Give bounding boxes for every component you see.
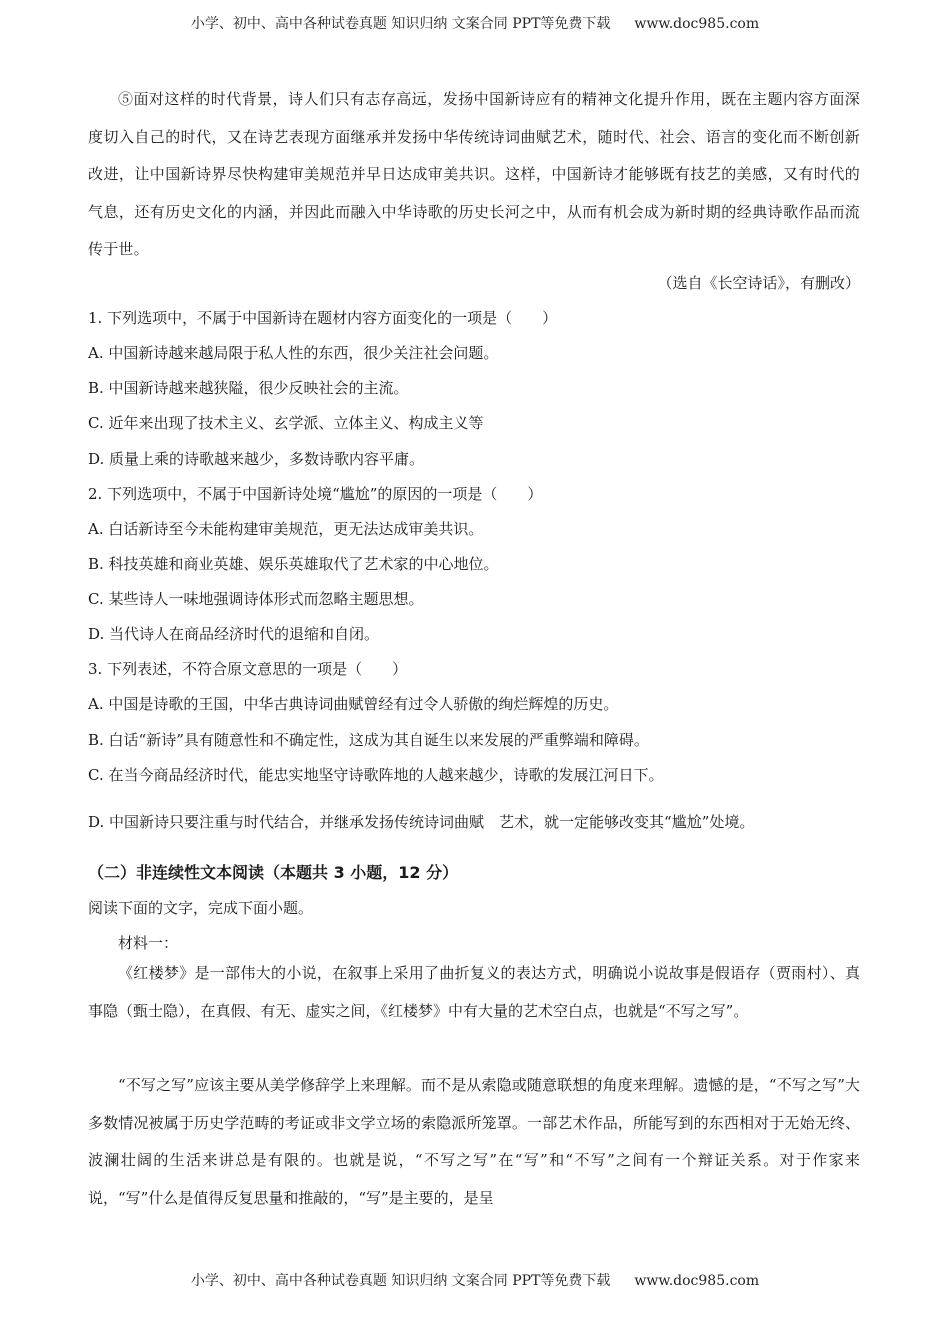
question-1-option-c: C. 近年来出现了技术主义、玄学派、立体主义、构成主义等 (88, 414, 484, 432)
header-url[interactable]: www.doc985.com (634, 16, 760, 32)
question-2-stem: 2. 下列选项中，不属于中国新诗处境“尴尬”的原因的一项是（ ） (88, 485, 543, 503)
question-1-option-a: A. 中国新诗越来越局限于私人性的东西，很少关注社会问题。 (88, 344, 499, 362)
question-2-option-c: C. 某些诗人一味地强调诗体形式而忽略主题思想。 (88, 590, 424, 608)
question-2-option-a: A. 白话新诗至今未能构建审美规范，更无法达成审美共识。 (88, 520, 484, 538)
page-header (0, 13, 950, 33)
question-1-option-d: D. 质量上乘的诗歌越来越少，多数诗歌内容平庸。 (88, 450, 425, 468)
question-3-option-d: D. 中国新诗只要注重与时代结合，并继承发扬传统诗词曲赋 艺术，就一定能够改变其“尴尬”处境。 (88, 813, 755, 831)
question-3-option-b: B. 白话“新诗”具有随意性和不确定性，这成为其自诞生以来发展的严重弊端和障碍。 (88, 731, 649, 749)
material-1-label: 材料一： (118, 934, 179, 952)
question-3-option-c: C. 在当今商品经济时代，能忠实地坚守诗歌阵地的人越来越少，诗歌的发展江河日下。 (88, 766, 664, 784)
question-3-option-a: A. 中国是诗歌的王国，中华古典诗词曲赋曾经有过令人骄傲的绚烂辉煌的历史。 (88, 695, 619, 713)
material-1-paragraph-1: 《红楼梦》是一部伟大的小说，在叙事上采用了曲折复义的表达方式，明确说小说故事是假语存（贾雨村）、真事隐（甄士隐），在真假、有无、虚实之间，《红楼梦》中有大量的艺术空白点，也就是“不写之写”。 (88, 964, 860, 1020)
passage-source: （选自《长空诗话》，有删改） (657, 274, 860, 292)
question-2-option-b: B. 科技英雄和商业英雄、娱乐英雄取代了艺术家的中心地位。 (88, 555, 499, 573)
footer-text: 小学、初中、高中各种试卷真题 知识归纳 文案合同 PPT等免费下载 (190, 1273, 611, 1289)
header-text: 小学、初中、高中各种试卷真题 知识归纳 文案合同 PPT等免费下载 (190, 16, 611, 32)
section-2-instruction: 阅读下面的文字，完成下面小题。 (88, 899, 314, 917)
passage-paragraph-5: ⑤面对这样的时代背景，诗人们只有志存高远，发扬中国新诗应有的精神文化提升作用，既在主题内容方面深度切入自己的时代，又在诗艺表现方面继承并发扬中华传统诗词曲赋艺术，随时代、社会、语言的变化而不断创新改进，让中国新诗界尽快构建审美规范并早日达成审美共识。这样，中国新诗才能够既有技艺的美感，又有时代的气息，还有历史文化的内涵，并因此而融入中华诗歌的历史长河之中，从而有机会成为新时期的经典诗歌作品而流传于世。 (88, 90, 860, 258)
question-1-stem: 1. 下列选项中，不属于中国新诗在题材内容方面变化的一项是（ ） (88, 309, 558, 327)
question-3-stem: 3. 下列表述，不符合原文意思的一项是（ ） (88, 660, 408, 678)
page-footer (0, 1270, 950, 1290)
material-1-paragraph-2: “不写之写”应该主要从美学修辞学上来理解。而不是从索隐或随意联想的角度来理解。遗憾的是，“不写之写”大多数情况被属于历史学范畴的考证或非文学立场的索隐派所笼罩。一部艺术作品，所能写到的东西相对于无始无终、波澜壮阔的生活来讲总是有限的。也就是说，“不写之写”在“写”和“不写”之间有一个辩证关系。对于作家来说，“写”什么是值得反复思量和推敲的，“写”是主要的，是呈 (88, 1076, 860, 1207)
footer-url[interactable]: www.doc985.com (634, 1273, 760, 1289)
question-2-option-d: D. 当代诗人在商品经济时代的退缩和自闭。 (88, 625, 380, 643)
section-2-title: （二）非连续性文本阅读（本题共 3 小题，12 分） (88, 863, 459, 882)
question-1-option-b: B. 中国新诗越来越狭隘，很少反映社会的主流。 (88, 379, 409, 397)
